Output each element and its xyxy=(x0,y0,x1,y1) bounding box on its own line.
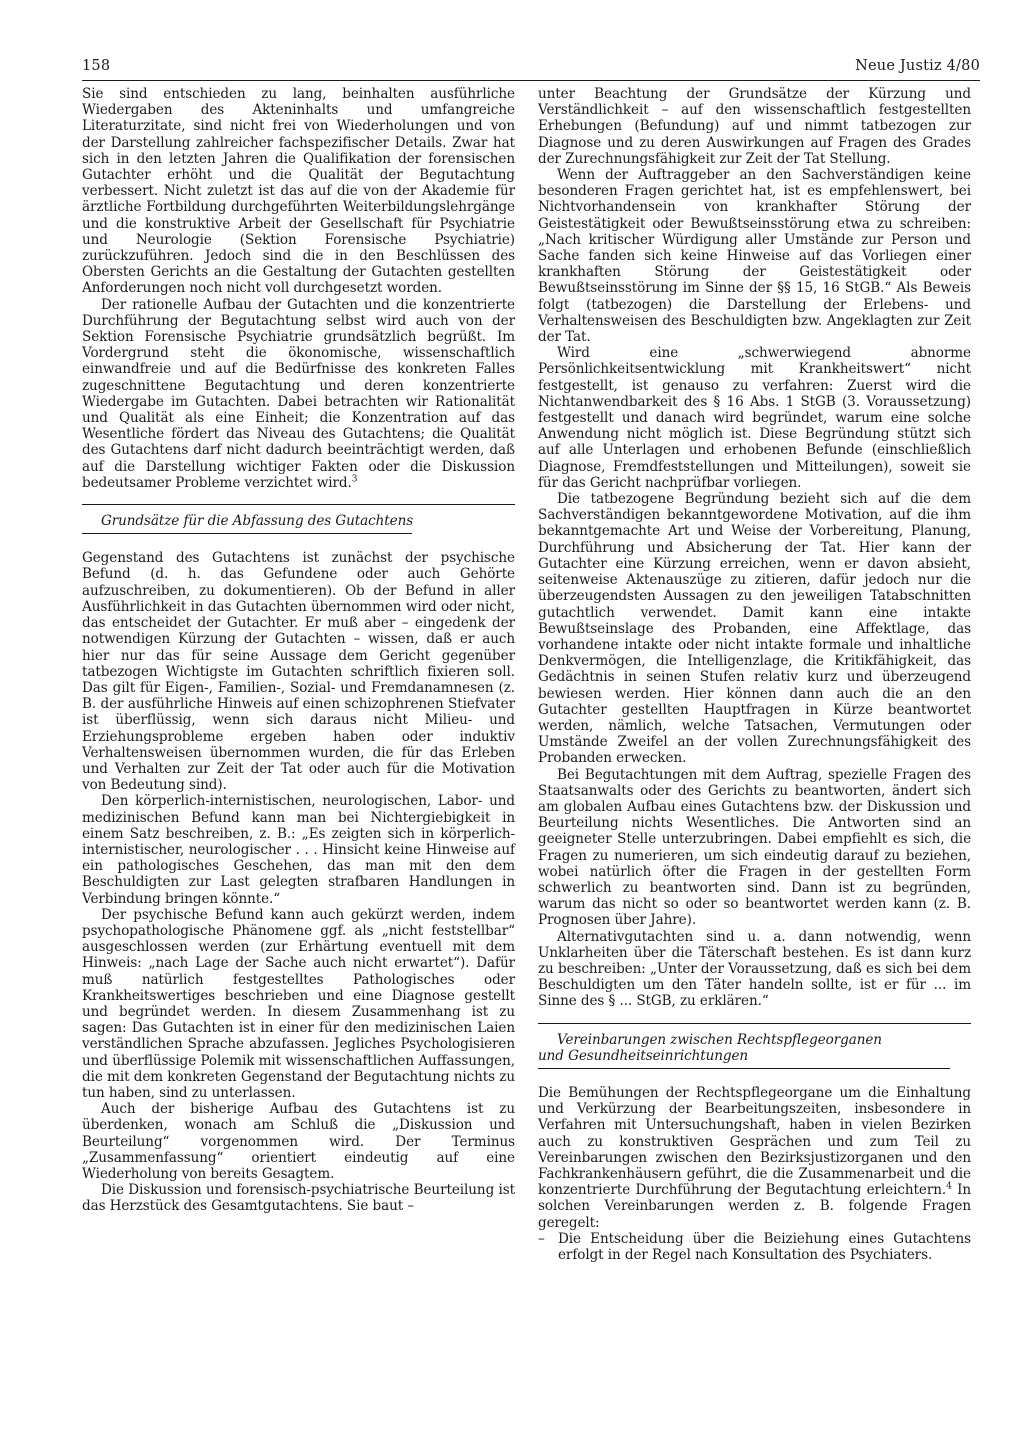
right-column xyxy=(538,86,971,1263)
section-heading: Vereinbarungen zwischen Rechtspflegeorganen und Gesundheitseinrichtungen xyxy=(538,1031,882,1064)
paragraph: Die tatbezogene Begründung bezieht sich auf die dem Sachverständigen bekanntgewordene Motivation, auf die ihm bekanntgemachte Art und Weise der Vorbereitung, Planung, Durchführung und Absicherung der Tat. Hier kann der Gutachter eine Kürzung erreichen, wenn er davon absieht, seitenweise Aktenauszüge zu zitieren, dafür jedoch nur die überzeugendsten Aussagen zu den jeweiligen Tatabschnitten gutachtlich verwendet. Damit kann eine intakte Bewußtseinslage des Probanden, eine Affektlage, das vorhandene intakte oder nicht intakte formale und inhaltliche Denkvermögen, die Intelligenzlage, die Kritikfähigkeit, das Gedächtnis in seinen Stufen relativ kurz und überzeugend bewiesen werden. Hier können dann auch die an den Gutachter gestellten Hauptfragen in Kürze beantwortet werden, nämlich, welche Tatsachen, Vermutungen oder Umstände Zweifel an der vollen Zurechnungsfähigkeit des Probanden erwecken. xyxy=(538,491,971,767)
section-heading-underline xyxy=(538,1068,950,1069)
paragraph: Den körperlich-internistischen, neurologischen, Labor- und medizinischen Befund kann man bei Nichtergiebigkeit in einem Satz beschreiben, z. B.: „Es zeigten sich in körperlich-internistischer, neurologischer . . . Hinsicht keine Hinweise auf ein pathologisches Geschehen, das man mit den dem Beschuldigten zur Last gelegten strafbaren Handlungen in Verbindung bringen könnte.“ xyxy=(82,793,515,907)
section-heading: Grundsätze für die Abfassung des Gutachtens xyxy=(101,513,414,530)
running-header xyxy=(82,58,980,74)
paragraph: Die Bemühungen der Rechtspflegeorgane um die Einhaltung und Verkürzung der Bearbeitungszeiten, insbesondere in Verfahren mit Untersuchungshaft, haben in vielen Bezirken auch zu konstruktiven Gesprächen und zum Teil zu Vereinbarungen zwischen den Bezirksjustizorganen und den Fachkrankenhäusern geführt, die die Zusammenarbeit und die konzentrierte Durchführung der Begutachtung erleichtern.$^4$ In solchen Vereinbarungen werden z. B. folgende Fragen geregelt: xyxy=(538,1084,971,1231)
paragraph: Bei Begutachtungen mit dem Auftrag, spezielle Fragen des Staatsanwalts oder des Gerichts zu beantworten, ändert sich am globalen Aufbau eines Gutachtens bzw. der Diskussion und Beurteilung nichts Wesentliches. Die Antworten sind an geeigneter Stelle unterzubringen. Dabei empfiehlt es sich, die Fragen zu numerieren, um sich eindeutig darauf zu beziehen, wobei natürlich öfter die Fragen in der gestellten Form schwerlich zu beantworten sind. Dann ist zu begründen, warum das nicht so oder so beantwortet werden kann (z. B. Prognosen über Jahre). xyxy=(538,766,971,929)
footnote-ref: 4 xyxy=(946,1181,952,1192)
paragraph: Gegenstand des Gutachtens ist zunächst der psychische Befund (d. h. das Gefundene oder auch Gehörte aufzuschreiben, zu dokumentieren). Ob der Befund in aller Ausführlichkeit in das Gutachten übernommen wird oder nicht, das entscheidet der Gutachter. Er muß aber – eingedenk der notwendigen Kürzung der Gutachten – wissen, daß er auch hier nur das für seine Aussage dem Gericht gegenüber tatbezogen Wichtigste im Gutachten schriftlich fixieren soll. Das gilt für Eigen-, Familien-, Sozial- und Fremdanamnesen (z. B. der ausführliche Hinweis auf einen schizophrenen Stiefvater ist überflüssig, wenn sich daraus nicht Milieu- und Erziehungsprobleme ergeben haben oder induktiv Verhaltensweisen übernommen wurden, die für das Erleben und Verhalten zur Zeit der Tat oder auch für die Motivation von Bedeutung sind). xyxy=(82,550,515,794)
section-rule-top xyxy=(538,1023,971,1024)
paragraph: Die Diskussion und forensisch-psychiatrische Beurteilung ist das Herzstück des Gesamtgutachtens. Sie baut – xyxy=(82,1182,515,1215)
paragraph: Auch der bisherige Aufbau des Gutachtens ist zu überdenken, wonach am Schluß die „Diskussion und Beurteilung“ vorgenommen wird. Der Terminus „Zusammenfassung“ orientiert eindeutig auf eine Wiederholung von bereits Gesagtem. xyxy=(82,1101,515,1182)
paragraph: Der rationelle Aufbau der Gutachten und die konzentrierte Durchführung der Begutachtung selbst wird auch von der Sektion Forensische Psychiatrie grundsätzlich begrüßt. Im Vordergrund steht die ökonomische, wissenschaftlich einwandfreie und auf die Bedürfnisse des konkreten Falles zugeschnittene Begutachtung und deren konzentrierte Wiedergabe im Gutachten. Dabei betrachten wir Rationalität und Qualität als eine Einheit; die Konzentration auf das Wesentliche fördert das Niveau des Gutachtens; die Qualität des Gutachtens darf nicht dadurch beeinträchtigt werden, daß auf die Darstellung wichtiger Fakten oder die Diskussion bedeutsamer Probleme verzichtet wird.$^3$ xyxy=(82,296,515,491)
dash-marker: – xyxy=(538,1230,545,1247)
journal-issue: Neue Justiz 4/80 xyxy=(855,58,980,74)
paragraph: Sie sind entschieden zu lang, beinhalten ausführliche Wiedergaben des Akteninhalts und umfangreiche Literaturzitate, sind nicht frei von Wiederholungen und von der Darstellung zahlreicher fachspezifischer Details. Zwar hat sich in den letzten Jahren die Qualifikation der forensischen Gutachter erhöht und die Qualität der Begutachtung verbessert. Nicht zuletzt ist das auf die von der Akademie für ärztliche Fortbildung durchgeführten Weiterbildungslehrgänge und die konstruktive Arbeit der Gesellschaft für Psychiatrie und Neurologie (Sektion Forensische Psychiatrie) zurückzuführen. Jedoch sind die in den Beschlüssen des Obersten Gerichts an die Gestaltung der Gutachten gestellten Anforderungen noch nicht voll durchgesetzt worden. xyxy=(82,86,515,297)
section-rule-top xyxy=(82,504,515,505)
list-item: – Die Entscheidung über die Beiziehung eines Gutachtens erfolgt in der Regel nach Konsultation des Psychiaters. xyxy=(538,1230,971,1264)
paragraph: Wird eine „schwerwiegend abnorme Persönlichkeitsentwicklung mit Krankheitswert“ nicht festgestellt, ist genauso zu verfahren: Zuerst wird die Nichtanwendbarkeit des § 16 Abs. 1 StGB (3. Voraussetzung) festgestellt und danach wird begründet, warum eine solche Anwendung nicht möglich ist. Diese Begründung stützt sich auf alle Unterlagen und erhobenen Befunde (einschließlich Diagnose, Fremdfeststellungen und Mitteilungen), soweit sie für das Gericht nachprüfbar vorliegen. xyxy=(538,345,971,491)
page-number: 158 xyxy=(82,58,111,74)
left-column xyxy=(82,86,515,1215)
paragraph: Wenn der Auftraggeber an den Sachverständigen keine besonderen Fragen gerichtet hat, ist es empfehlenswert, bei Nichtvorhandensein von krankhafter Störung der Geistestätigkeit oder Bewußtseinsstörung etwa zu schreiben: „Nach kritischer Würdigung aller Umstände zur Person und Sache fanden sich keine Hinweise auf das Vorliegen einer krankhaften Störung der Geistestätigkeit oder Bewußtseinsstörung im Sinne der §§ 15, 16 StGB.“ Als Beweis folgt (tatbezogen) die Darstellung der Erlebens- und Verhaltensweisen des Beschuldigten bzw. Angeklagten zur Zeit der Tat. xyxy=(538,167,971,346)
header-rule xyxy=(82,80,980,81)
paragraph: unter Beachtung der Grundsätze der Kürzung und Verständlichkeit – auf den wissenschaftlich festgestellten Erhebungen (Befundung) auf und nimmt tatbezogen zur Diagnose und zu deren Auswirkungen auf Fragen des Grades der Zurechnungsfähigkeit zur Zeit der Tat Stellung. xyxy=(538,86,971,167)
paragraph: Alternativgutachten sind u. a. dann notwendig, wenn Unklarheiten über die Täterschaft bestehen. Es ist dann kurz zu beschreiben: „Unter der Voraussetzung, daß es sich bei dem Beschuldigten um den Täter handeln sollte, ist er für ... im Sinne des § ... StGB, zu erklären.“ xyxy=(538,928,971,1010)
section-heading-block xyxy=(538,1010,971,1085)
section-heading-underline xyxy=(82,533,412,534)
footnote-ref: 3 xyxy=(351,474,358,485)
section-heading-block xyxy=(82,491,515,550)
paragraph: Der psychische Befund kann auch gekürzt werden, indem psychopathologische Phänomene ggf. als „nicht feststellbar“ ausgeschlossen werden (zur Erhärtung eventuell mit dem Hinweis: „nach Lage der Sache auch nicht erwartet“). Dafür muß natürlich festgestelltes Pathologisches oder Krankheitswertiges beschrieben und eine Diagnose gestellt und begründet werden. In diesem Zusammenhang ist zu sagen: Das Gutachten ist in einer für den medizinischen Laien verständlichen Sprache abzufassen. Jegliches Psychologisieren und überflüssige Polemik mit wissenschaftlichen Auffassungen, die mit dem konkreten Gegenstand der Begutachtung nichts zu tun haben, sind zu unterlassen. xyxy=(82,906,515,1101)
